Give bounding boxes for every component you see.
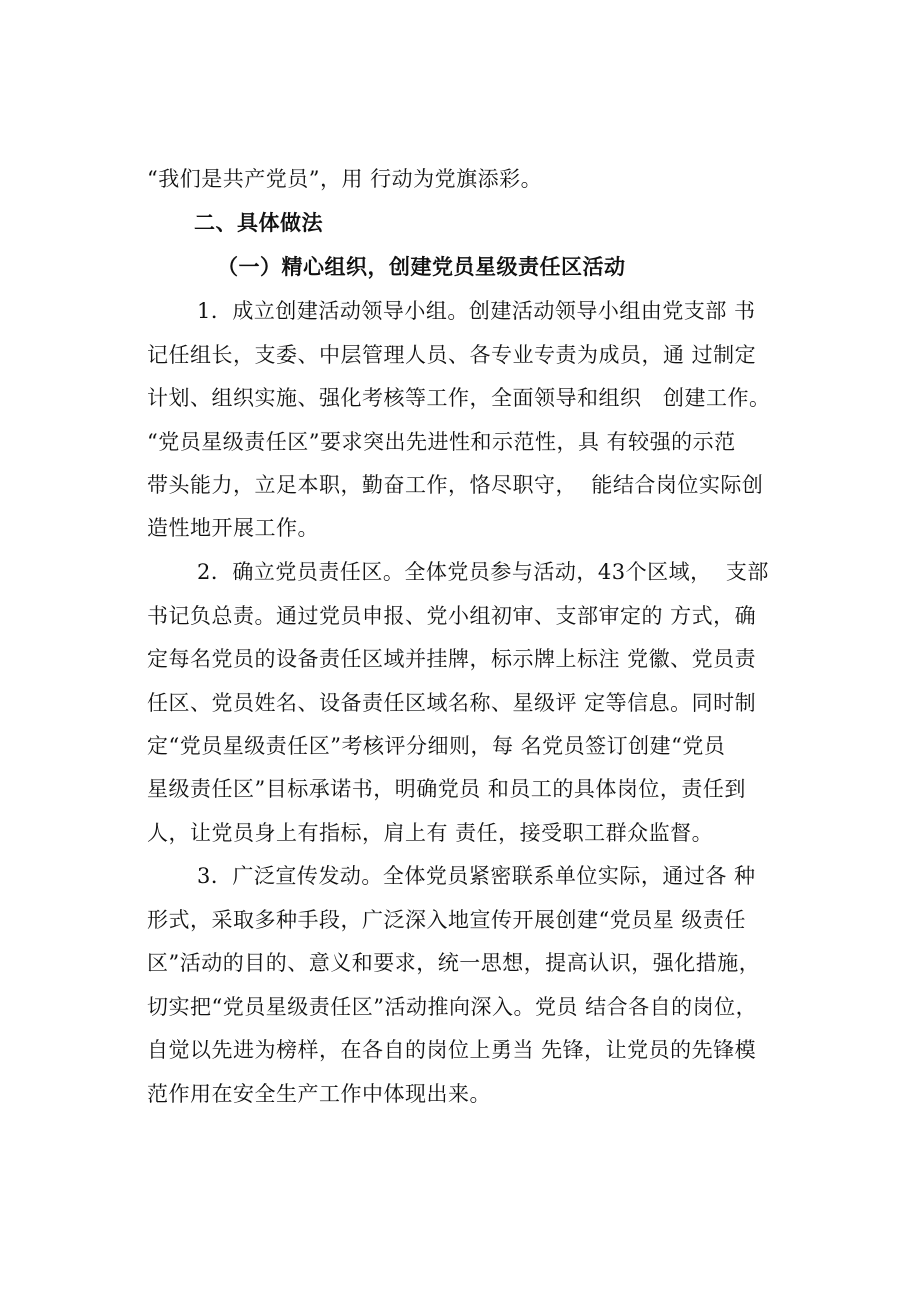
paragraph-line: 带头能力，立足本职，勤奋工作，恪尽职守， 能结合岗位实际创	[147, 473, 764, 497]
paragraph-line: “党员星级责任区”要求突出先进性和示范性，具 有较强的示范	[147, 430, 736, 454]
paragraph-line: 3．广泛宣传发动。全体党员紧密联系单位实际，通过各 种	[197, 864, 756, 888]
paragraph-line: 星级责任区”目标承诺书，明确党员 和员工的具体岗位，责任到	[147, 777, 746, 801]
paragraph-line: 自觉以先进为榜样，在各自的岗位上勇当 先锋，让党员的先锋模	[147, 1038, 757, 1062]
section-heading: 二、具体做法	[194, 211, 323, 235]
paragraph-line: 记任组长，支委、中层管理人员、各专业专责为成员，通 过制定	[147, 343, 757, 367]
paragraph-line: 1．成立创建活动领导小组。创建活动领导小组由党支部 书	[197, 299, 756, 323]
paragraph-line: 区”活动的目的、意义和要求，统一思想，提高认识，强化措施，	[147, 951, 761, 975]
paragraph-line: 书记负总责。通过党员申报、党小组初审、支部审定的 方式，确	[147, 604, 757, 628]
paragraph-line: 任区、党员姓名、设备责任区域名称、星级评 定等信息。同时制	[147, 691, 757, 715]
paragraph-line: 2．确立党员责任区。全体党员参与活动，43个区域， 支部	[197, 560, 769, 584]
intro-tail-line: “我们是共产党员”，用 行动为党旗添彩。	[147, 167, 543, 191]
paragraph-line: 切实把“党员星级责任区”活动推向深入。党员 结合各自的岗位，	[147, 995, 758, 1019]
paragraph-line: 定每名党员的设备责任区域并挂牌，标示牌上标注 党徽、党员责	[147, 647, 757, 671]
paragraph-line: 造性地开展工作。	[147, 516, 319, 540]
paragraph-line: 定“党员星级责任区”考核评分细则，每 名党员签订创建“党员	[147, 734, 726, 758]
paragraph-line: 形式，采取多种手段，广泛深入地宣传开展创建“党员星 级责任	[147, 908, 746, 932]
paragraph-line: 人，让党员身上有指标，肩上有 责任，接受职工群众监督。	[147, 821, 714, 845]
subsection-heading: （一）精心组织，创建党员星级责任区活动	[217, 255, 626, 279]
paragraph-line: 计划、组织实施、强化考核等工作，全面领导和组织 创建工作。	[147, 386, 771, 410]
paragraph-line: 范作用在安全生产工作中体现出来。	[147, 1082, 491, 1106]
